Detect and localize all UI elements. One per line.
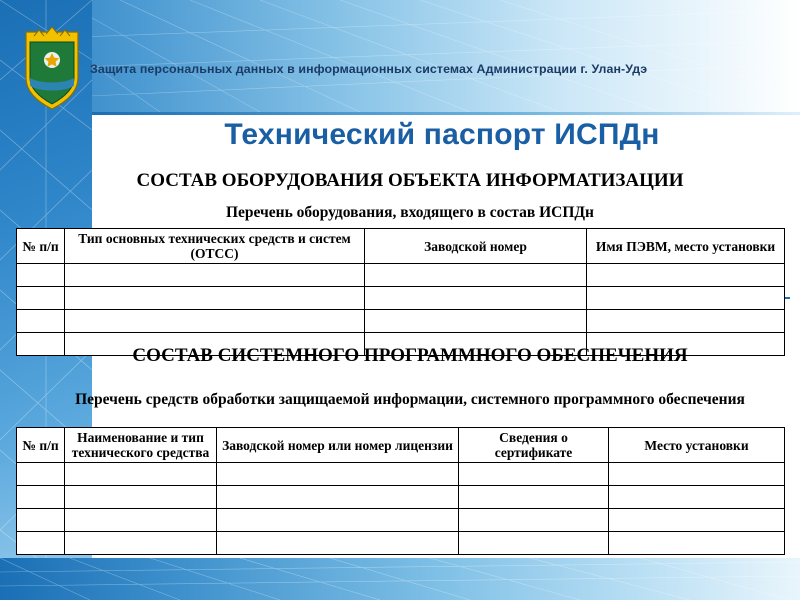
column-header-serial-number: Заводской номер: [365, 229, 587, 264]
cell-install-location: [609, 509, 785, 532]
cell-serial-number: [365, 310, 587, 333]
coat-of-arms-icon: [22, 26, 82, 112]
cell-number: [17, 287, 65, 310]
cell-name-type: [65, 463, 217, 486]
column-header-certificate-info: Сведения о сертификате: [459, 428, 609, 463]
cell-number: [17, 264, 65, 287]
software-table: [16, 427, 785, 555]
column-header-equipment-type: Тип основных технических средств и систем (ОТСС): [65, 229, 365, 264]
page-title: Технический паспорт ИСПДн: [224, 118, 660, 151]
cell-serial-or-license: [217, 463, 459, 486]
table-row: [17, 310, 785, 333]
table-row: [17, 287, 785, 310]
cell-certificate-info: [459, 486, 609, 509]
top-background-band: [0, 0, 800, 112]
cell-serial-or-license: [217, 509, 459, 532]
column-header-number: № п/п: [17, 428, 65, 463]
cell-install-location: [609, 532, 785, 555]
cell-number: [17, 509, 65, 532]
column-header-serial-or-license: Заводской номер или номер лицензии: [217, 428, 459, 463]
cell-number: [17, 486, 65, 509]
cell-name-type: [65, 509, 217, 532]
table-header-row: [17, 428, 785, 463]
cell-serial-or-license: [217, 486, 459, 509]
title-divider: [92, 112, 800, 115]
presentation-header-title: Защита персональных данных в информационных системах Администрации г. Улан-Удэ: [90, 62, 648, 76]
cell-certificate-info: [459, 463, 609, 486]
cell-serial-or-license: [217, 532, 459, 555]
table-row: [17, 463, 785, 486]
bottom-background-band: [0, 558, 800, 600]
cell-install-location: [609, 486, 785, 509]
equipment-table: [16, 228, 785, 356]
table-row: [17, 486, 785, 509]
column-header-number-text: № п/п: [22, 238, 59, 254]
column-header-pc-name-location: Имя ПЭВМ, место установки: [587, 229, 785, 264]
cell-serial-number: [365, 287, 587, 310]
section-2-subheading: Перечень средств обработки защищаемой информации, системного программного обеспечения: [75, 391, 745, 408]
cell-install-location: [609, 463, 785, 486]
column-header-number: [17, 229, 65, 264]
cell-certificate-info: [459, 509, 609, 532]
cell-number: [17, 310, 65, 333]
cell-pc-name-location: [587, 287, 785, 310]
cell-serial-number: [365, 264, 587, 287]
table-row: [17, 264, 785, 287]
cell-name-type: [65, 532, 217, 555]
cell-pc-name-location: [587, 310, 785, 333]
cell-pc-name-location: [587, 264, 785, 287]
cell-equipment-type: [65, 310, 365, 333]
section-1-heading: СОСТАВ ОБОРУДОВАНИЯ ОБЪЕКТА ИНФОРМАТИЗАЦИИ: [136, 170, 684, 191]
section-2-heading: СОСТАВ СИСТЕМНОГО ПРОГРАММНОГО ОБЕСПЕЧЕНИЯ: [132, 345, 688, 366]
table-row: [17, 509, 785, 532]
section-1-subheading: Перечень оборудования, входящего в состав ИСПДн: [226, 204, 594, 221]
cell-number: [17, 532, 65, 555]
cell-certificate-info: [459, 532, 609, 555]
column-header-install-location: Место установки: [609, 428, 785, 463]
mesh-pattern-bottom: [0, 558, 800, 600]
column-header-name-type: Наименование и тип технического средства: [65, 428, 217, 463]
cell-number: [17, 333, 65, 356]
cell-number: [17, 463, 65, 486]
cell-equipment-type: [65, 264, 365, 287]
table-header-row: [17, 229, 785, 264]
mesh-pattern-top: [0, 0, 800, 112]
table-row: [17, 532, 785, 555]
cell-equipment-type: [65, 287, 365, 310]
cell-name-type: [65, 486, 217, 509]
